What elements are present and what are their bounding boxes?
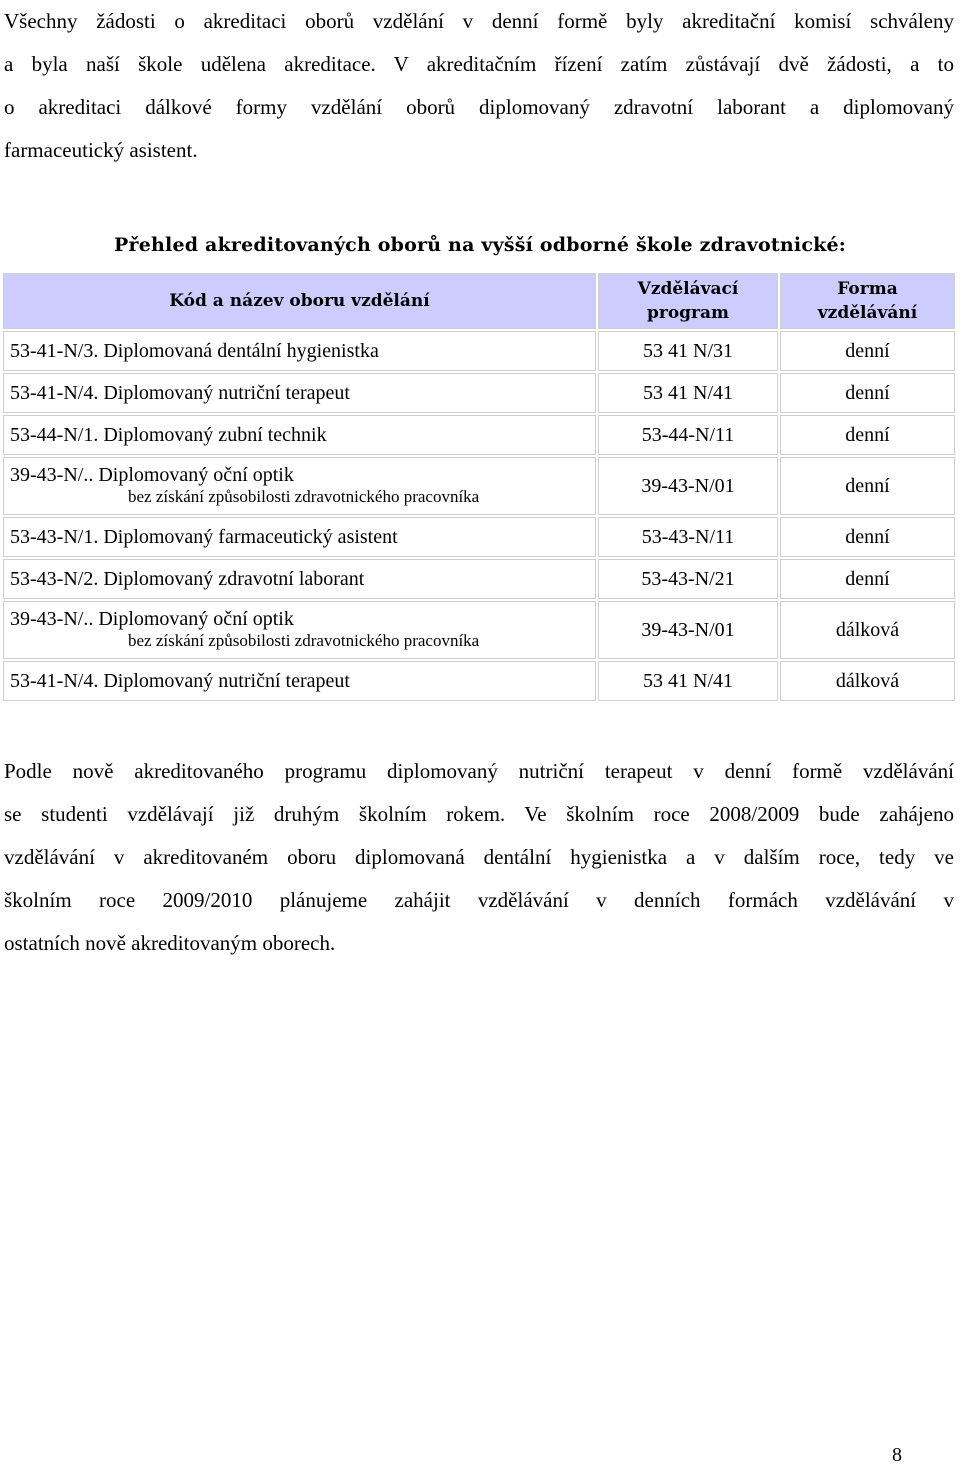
intro-line: Všechny žádosti o akreditaci oborů vzdělání v denní formě byly akreditační komisí schváleny — [4, 9, 954, 33]
cell-program: 53-44-N/11 — [598, 415, 778, 455]
table-row — [3, 331, 955, 371]
intro-line: o akreditaci dálkové formy vzdělání oborů diplomovaný zdravotní laborant a diplomovaný — [4, 95, 954, 119]
accreditation-table — [1, 271, 957, 703]
intro-line: a byla naší škole udělena akreditace. V akreditačním řízení zatím zůstávají dvě žádosti, a to — [4, 52, 954, 76]
cell-code-name-note: bez získání způsobilosti zdravotnického pracovníka — [128, 631, 480, 650]
table-row — [3, 373, 955, 413]
cell-code-name-main: 39-43-N/.. Diplomovaný oční optik — [10, 608, 294, 630]
cell-code-name-note: bez získání způsobilosti zdravotnického pracovníka — [128, 487, 480, 506]
cell-program: 53 41 N/41 — [598, 373, 778, 413]
cell-form: dálková — [780, 601, 955, 659]
page-number: 8 — [892, 1444, 902, 1466]
cell-program: 53-43-N/21 — [598, 559, 778, 599]
table-header-row — [3, 273, 955, 329]
cell-code-name-main: 39-43-N/.. Diplomovaný oční optik — [10, 464, 294, 486]
outro-paragraph — [4, 750, 954, 965]
cell-program: 53 41 N/31 — [598, 331, 778, 371]
outro-line: se studenti vzdělávají již druhým školním rokem. Ve školním roce 2008/2009 bude zahájeno — [4, 802, 954, 826]
outro-line: vzdělávání v akreditovaném oboru diplomovaná dentální hygienistka a v dalším roce, tedy ve — [4, 845, 954, 869]
cell-program: 53 41 N/41 — [598, 661, 778, 701]
cell-form: denní — [780, 559, 955, 599]
table-row — [3, 559, 955, 599]
header-program: Vzdělávací program — [598, 273, 778, 329]
cell-code-name: 53-43-N/1. Diplomovaný farmaceutický asistent — [3, 517, 596, 557]
cell-form: dálková — [780, 661, 955, 701]
table-row — [3, 457, 955, 515]
header-form: Forma vzdělávání — [780, 273, 955, 329]
table-row — [3, 415, 955, 455]
cell-program: 39-43-N/01 — [598, 457, 778, 515]
cell-code-name — [3, 601, 596, 659]
table-heading: Přehled akreditovaných oborů na vyšší odborné škole zdravotnické: — [114, 234, 846, 256]
outro-line: Podle nově akreditovaného programu diplomovaný nutriční terapeut v denní formě vzdělávání — [4, 759, 954, 783]
cell-code-name: 53-44-N/1. Diplomovaný zubní technik — [3, 415, 596, 455]
cell-form: denní — [780, 517, 955, 557]
table-row — [3, 661, 955, 701]
cell-form: denní — [780, 373, 955, 413]
cell-code-name: 53-41-N/4. Diplomovaný nutriční terapeut — [3, 373, 596, 413]
cell-code-name — [3, 457, 596, 515]
cell-code-name: 53-41-N/4. Diplomovaný nutriční terapeut — [3, 661, 596, 701]
header-code-name: Kód a název oboru vzdělání — [3, 273, 596, 329]
outro-line: ostatních nově akreditovaným oborech. — [4, 931, 336, 955]
cell-form: denní — [780, 457, 955, 515]
intro-line: farmaceutický asistent. — [4, 138, 198, 162]
cell-program: 39-43-N/01 — [598, 601, 778, 659]
cell-program: 53-43-N/11 — [598, 517, 778, 557]
cell-code-name: 53-41-N/3. Diplomovaná dentální hygienistka — [3, 331, 596, 371]
table-row — [3, 517, 955, 557]
cell-code-name: 53-43-N/2. Diplomovaný zdravotní laborant — [3, 559, 596, 599]
cell-form: denní — [780, 415, 955, 455]
intro-paragraph — [4, 0, 954, 172]
cell-form: denní — [780, 331, 955, 371]
outro-line: školním roce 2009/2010 plánujeme zahájit vzdělávání v denních formách vzdělávání v — [4, 888, 954, 912]
table-row — [3, 601, 955, 659]
